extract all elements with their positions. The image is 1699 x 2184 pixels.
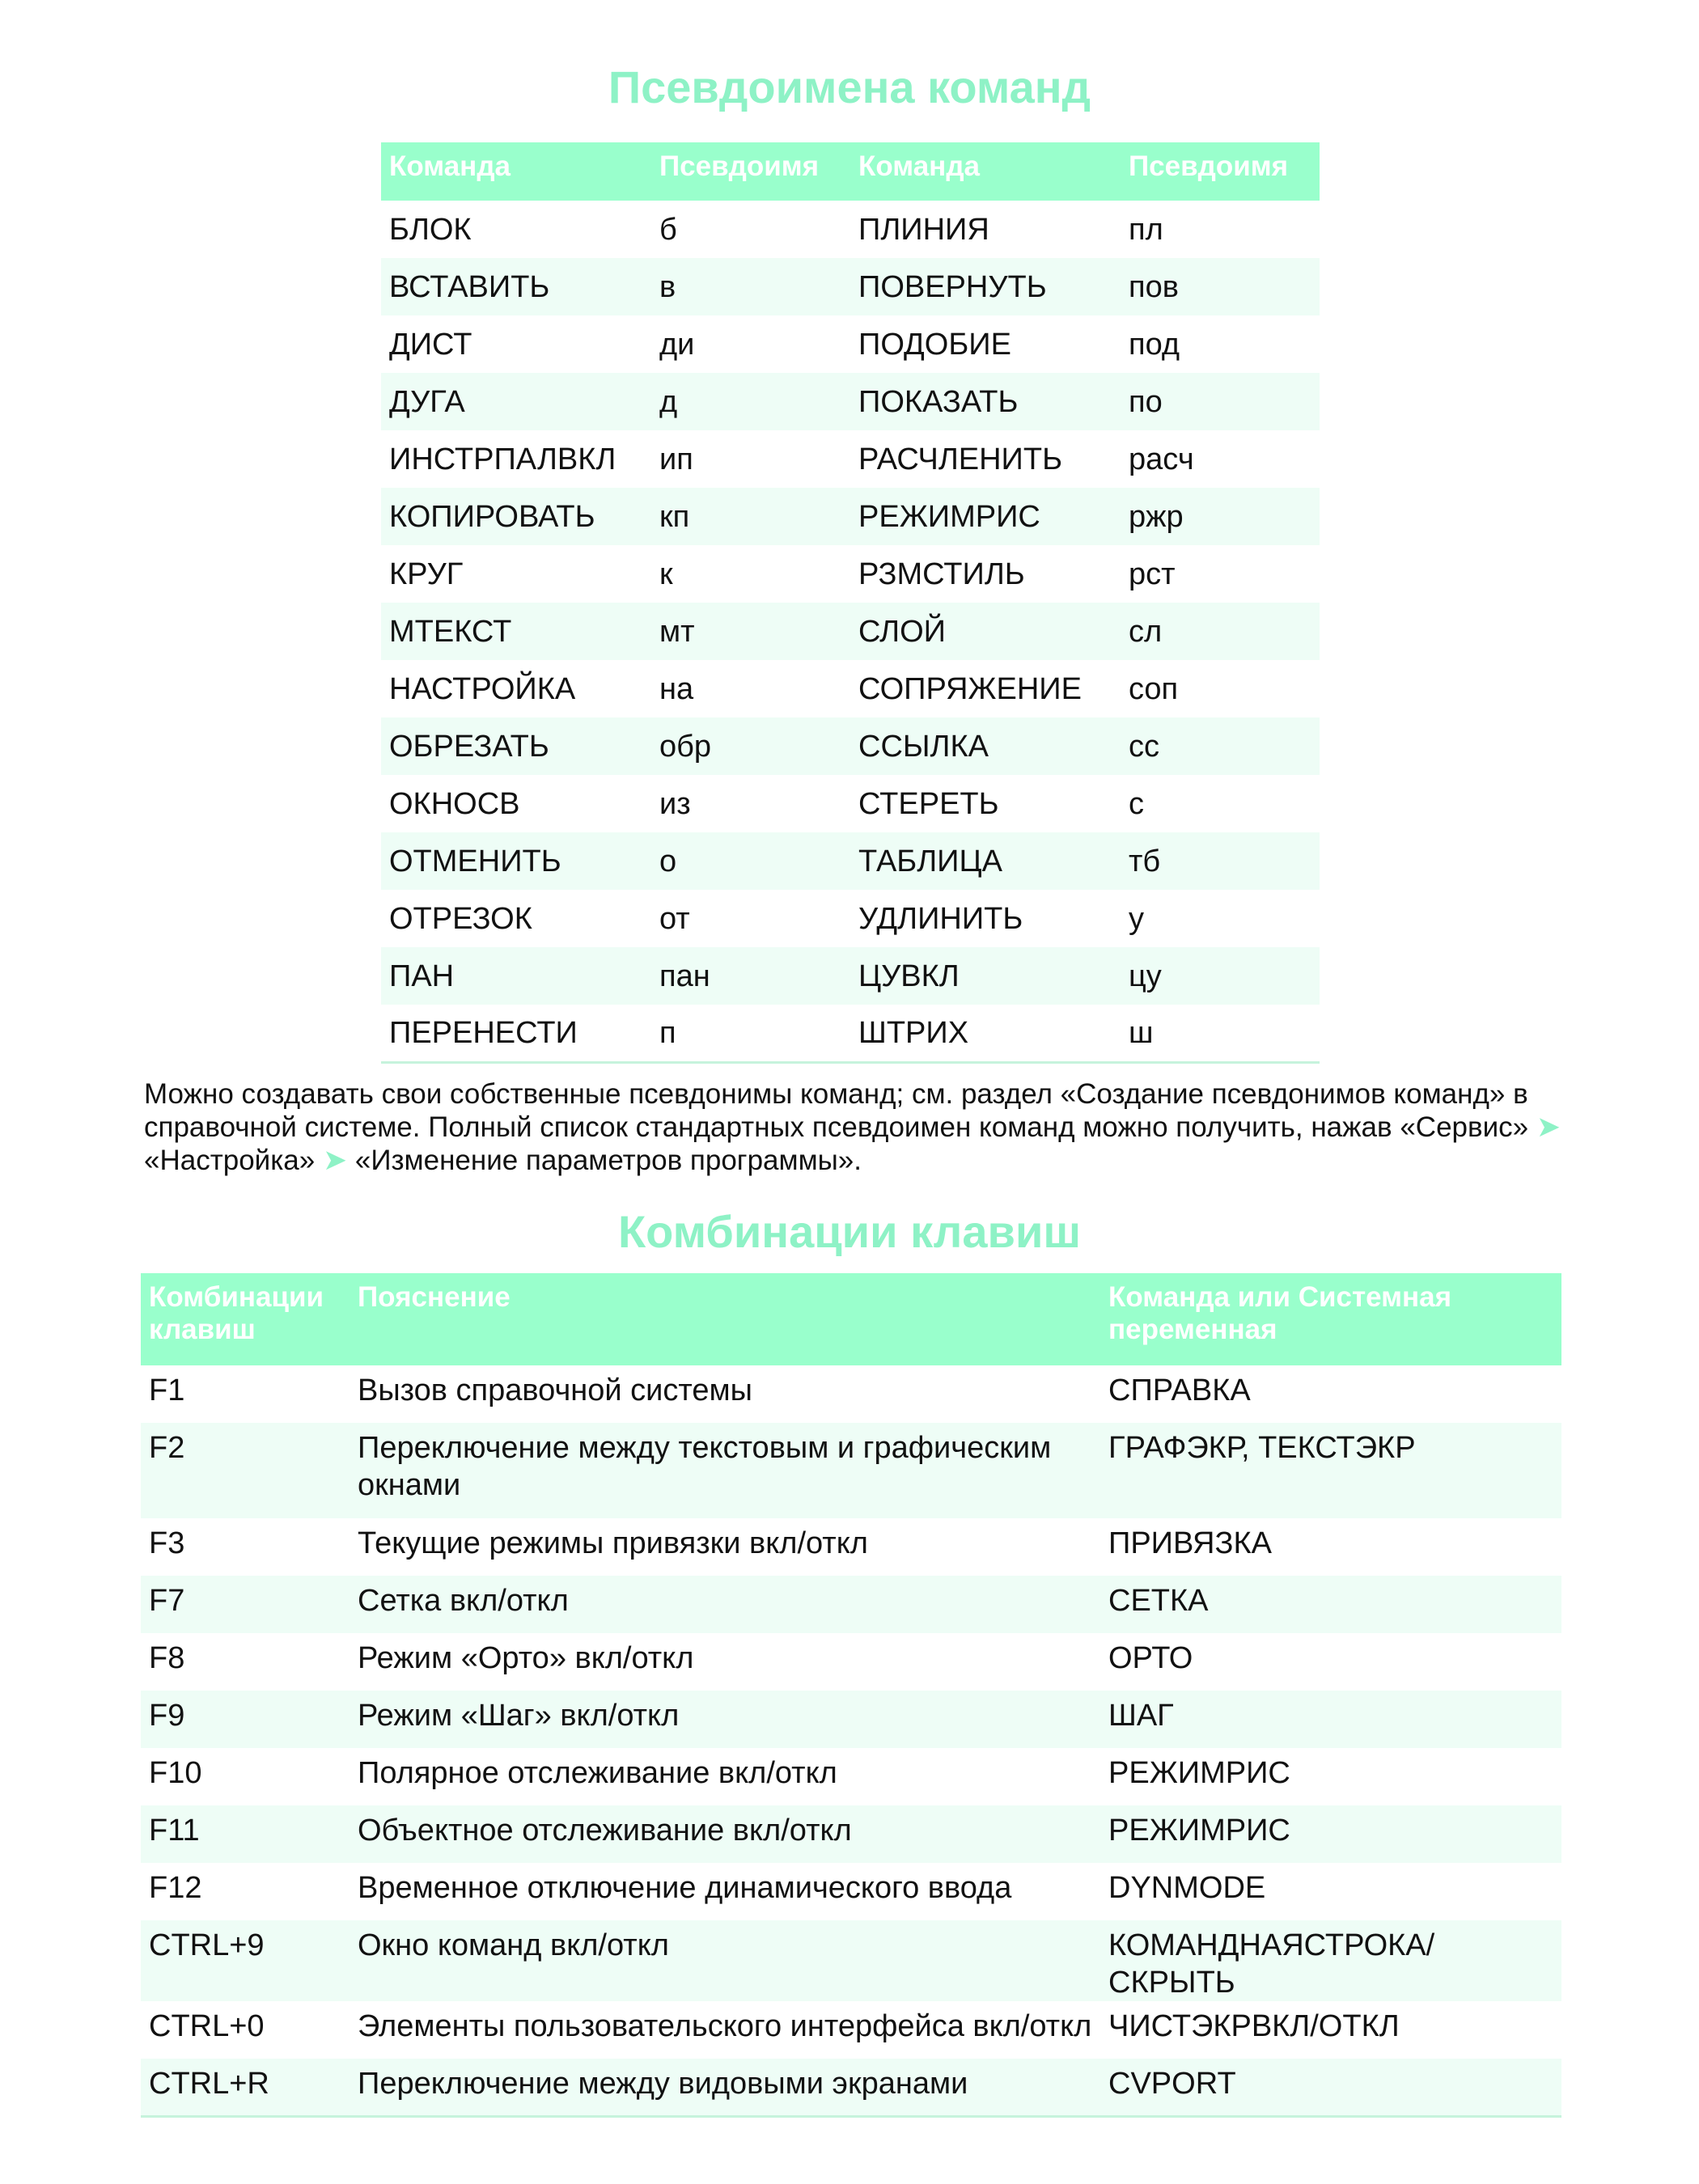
alias-cell: обр bbox=[651, 717, 850, 775]
column-header: Комбинации клавиш bbox=[141, 1273, 350, 1365]
table-row bbox=[381, 373, 1320, 430]
shortcut-key-cell: CTRL+R bbox=[141, 2059, 350, 2116]
command-cell: МТЕКСТ bbox=[381, 603, 651, 660]
shortcut-key-cell: F7 bbox=[141, 1576, 350, 1633]
alias-cell: мт bbox=[651, 603, 850, 660]
command-cell: ТАБЛИЦА bbox=[850, 832, 1121, 890]
command-cell: ОРТО bbox=[1108, 1641, 1193, 1675]
table-row bbox=[381, 832, 1320, 890]
shortcuts-header-row bbox=[141, 1273, 1561, 1365]
command-cell: НАСТРОЙКА bbox=[389, 671, 576, 706]
command-cell: ПОВЕРНУТЬ bbox=[850, 258, 1121, 315]
alias-cell: сл bbox=[1121, 603, 1320, 660]
command-cell: ОКНОСВ bbox=[389, 786, 520, 821]
description-cell: Сетка вкл/откл bbox=[350, 1576, 1100, 1633]
command-cell: БЛОК bbox=[389, 212, 472, 247]
command-cell: ДУГА bbox=[381, 373, 651, 430]
shortcut-key-cell: F3 bbox=[149, 1526, 185, 1560]
shortcuts-title: Комбинации клавиш bbox=[617, 1206, 1082, 1257]
description-cell: Режим «Орто» вкл/откл bbox=[358, 1641, 694, 1675]
alias-cell: под bbox=[1129, 327, 1180, 362]
note-text: Можно создавать свои собственные псевдонимы команд; см. раздел «Создание псевдонимов команд» в справочной системе. Полный список стандартных псевдоимен команд можно получить, нажав «Сервис» bbox=[144, 1078, 1529, 1143]
command-cell: ПАН bbox=[381, 947, 651, 1005]
description-cell: Окно команд вкл/откл bbox=[350, 1920, 1100, 2001]
aliases-note bbox=[144, 1078, 1568, 1177]
description-cell: Объектное отслеживание вкл/откл bbox=[350, 1805, 1100, 1863]
table-row bbox=[381, 947, 1320, 1005]
alias-cell: соп bbox=[1129, 671, 1179, 706]
shortcut-key-cell: F8 bbox=[149, 1641, 185, 1675]
command-cell: ДИСТ bbox=[389, 327, 472, 362]
command-cell: ОТМЕНИТЬ bbox=[381, 832, 651, 890]
command-cell: ПРИВЯЗКА bbox=[1108, 1526, 1272, 1560]
command-cell: РЕЖИМРИС bbox=[1100, 1805, 1561, 1863]
note-text: «Настройка» bbox=[144, 1145, 316, 1176]
alias-cell: сс bbox=[1121, 717, 1320, 775]
command-cell: ШТРИХ bbox=[858, 1015, 969, 1050]
table-row bbox=[141, 1805, 1561, 1863]
alias-cell: по bbox=[1121, 373, 1320, 430]
alias-cell: ип bbox=[659, 442, 693, 476]
table-row bbox=[141, 1423, 1561, 1518]
alias-cell: о bbox=[651, 832, 850, 890]
command-cell: ПОКАЗАТЬ bbox=[850, 373, 1121, 430]
table-row bbox=[381, 603, 1320, 660]
command-cell: DYNMODE bbox=[1108, 1871, 1266, 1905]
alias-cell: от bbox=[659, 901, 690, 936]
alias-cell: цу bbox=[1121, 947, 1320, 1005]
alias-cell: рст bbox=[1129, 557, 1176, 591]
description-cell: Вызов справочной системы bbox=[358, 1373, 752, 1407]
table-row bbox=[381, 430, 1320, 488]
description-cell: Текущие режимы привязки вкл/откл bbox=[358, 1526, 868, 1560]
command-cell: РЕЖИМРИС bbox=[850, 488, 1121, 545]
aliases-title: Псевдоимена команд bbox=[608, 61, 1091, 112]
alias-cell: ш bbox=[1129, 1015, 1154, 1050]
table-row bbox=[141, 1863, 1561, 1920]
shortcut-key-cell: CTRL+9 bbox=[141, 1920, 350, 2001]
column-header: Псевдоимя bbox=[651, 142, 850, 201]
table-row bbox=[141, 1691, 1561, 1748]
table-row bbox=[141, 1920, 1561, 2001]
command-cell: ПЕРЕНЕСТИ bbox=[389, 1015, 578, 1050]
command-cell: РЕЖИМРИС bbox=[1108, 1756, 1290, 1790]
command-cell: РЗМСТИЛЬ bbox=[858, 557, 1025, 591]
description-cell: Переключение между текстовым и графическим окнами bbox=[350, 1423, 1100, 1518]
column-header: Пояснение bbox=[350, 1273, 1100, 1365]
alias-cell: расч bbox=[1129, 442, 1194, 476]
table-row bbox=[381, 258, 1320, 315]
table-row bbox=[141, 2001, 1561, 2059]
command-cell: ОТРЕЗОК bbox=[389, 901, 532, 936]
command-cell: КОМАНДНАЯСТРОКА/СКРЫТЬ bbox=[1100, 1920, 1561, 2001]
table-row bbox=[381, 1005, 1320, 1062]
command-cell: ШАГ bbox=[1100, 1691, 1561, 1748]
note-text: «Изменение параметров программы». bbox=[354, 1145, 862, 1176]
table-row bbox=[141, 2059, 1561, 2116]
table-row bbox=[381, 315, 1320, 373]
alias-cell: ржр bbox=[1121, 488, 1320, 545]
shortcut-key-cell: F10 bbox=[149, 1756, 202, 1790]
alias-cell: кп bbox=[651, 488, 850, 545]
table-row bbox=[381, 660, 1320, 717]
description-cell: Элементы пользовательского интерфейса вкл/откл bbox=[358, 2009, 1092, 2043]
description-cell: Режим «Шаг» вкл/откл bbox=[350, 1691, 1100, 1748]
command-cell: ИНСТРПАЛВКЛ bbox=[389, 442, 616, 476]
alias-cell: пл bbox=[1129, 212, 1163, 247]
column-header: Команда bbox=[850, 142, 1121, 201]
alias-cell: тб bbox=[1121, 832, 1320, 890]
command-cell: ЦУВКЛ bbox=[850, 947, 1121, 1005]
alias-cell: пов bbox=[1121, 258, 1320, 315]
shortcut-key-cell: F9 bbox=[141, 1691, 350, 1748]
command-cell: ГРАФЭКР, ТЕКСТЭКР bbox=[1100, 1423, 1561, 1518]
command-cell: СТЕРЕТЬ bbox=[858, 786, 999, 821]
table-row bbox=[381, 775, 1320, 832]
table-row bbox=[141, 1748, 1561, 1805]
table-row bbox=[141, 1576, 1561, 1633]
shortcuts-table bbox=[141, 1273, 1561, 2118]
command-cell: СПРАВКА bbox=[1108, 1373, 1251, 1407]
command-cell: КОПИРОВАТЬ bbox=[381, 488, 651, 545]
table-row bbox=[141, 1518, 1561, 1576]
aliases-header-row bbox=[381, 142, 1320, 201]
command-cell: ОБРЕЗАТЬ bbox=[381, 717, 651, 775]
shortcuts-table-body bbox=[141, 1365, 1561, 2116]
table-row bbox=[381, 890, 1320, 947]
table-row bbox=[381, 545, 1320, 603]
alias-cell: с bbox=[1129, 786, 1144, 821]
alias-cell: ди bbox=[659, 327, 695, 362]
table-row bbox=[381, 488, 1320, 545]
description-cell: Переключение между видовыми экранами bbox=[350, 2059, 1100, 2116]
aliases-table-body bbox=[381, 201, 1320, 1062]
shortcut-key-cell: F11 bbox=[141, 1805, 350, 1863]
command-cell: СОПРЯЖЕНИЕ bbox=[858, 671, 1082, 706]
column-header: Команда bbox=[381, 142, 651, 201]
description-cell: Полярное отслеживание вкл/откл bbox=[358, 1756, 837, 1790]
alias-cell: в bbox=[651, 258, 850, 315]
alias-cell: из bbox=[659, 786, 691, 821]
column-header: Псевдоимя bbox=[1121, 142, 1320, 201]
table-row bbox=[141, 1365, 1561, 1423]
alias-cell: п bbox=[659, 1015, 676, 1050]
arrow-right-icon: ➤ bbox=[1536, 1110, 1561, 1143]
alias-cell: д bbox=[651, 373, 850, 430]
alias-cell: на bbox=[659, 671, 694, 706]
command-cell: УДЛИНИТЬ bbox=[858, 901, 1023, 936]
shortcut-key-cell: F1 bbox=[149, 1373, 185, 1407]
description-cell: Временное отключение динамического ввода bbox=[358, 1871, 1012, 1905]
command-cell: CVPORT bbox=[1100, 2059, 1561, 2116]
command-cell: ЧИСТЭКРВКЛ/ОТКЛ bbox=[1108, 2009, 1400, 2043]
shortcut-key-cell: F2 bbox=[141, 1423, 350, 1518]
column-header: Команда или Системная переменная bbox=[1100, 1273, 1561, 1365]
command-cell: ВСТАВИТЬ bbox=[381, 258, 651, 315]
alias-cell: к bbox=[659, 557, 673, 591]
table-row bbox=[381, 717, 1320, 775]
command-cell: СЕТКА bbox=[1100, 1576, 1561, 1633]
table-row bbox=[381, 201, 1320, 258]
alias-cell: б bbox=[659, 212, 677, 247]
shortcut-key-cell: CTRL+0 bbox=[149, 2009, 265, 2043]
alias-cell: у bbox=[1129, 901, 1144, 936]
command-cell: КРУГ bbox=[389, 557, 464, 591]
command-cell: ПЛИНИЯ bbox=[858, 212, 989, 247]
shortcut-key-cell: F12 bbox=[149, 1871, 202, 1905]
command-cell: ССЫЛКА bbox=[850, 717, 1121, 775]
command-cell: СЛОЙ bbox=[850, 603, 1121, 660]
aliases-table bbox=[381, 142, 1320, 1064]
command-cell: РАСЧЛЕНИТЬ bbox=[858, 442, 1063, 476]
arrow-right-icon: ➤ bbox=[322, 1143, 348, 1176]
table-row bbox=[141, 1633, 1561, 1691]
command-cell: ПОДОБИЕ bbox=[858, 327, 1011, 362]
alias-cell: пан bbox=[651, 947, 850, 1005]
